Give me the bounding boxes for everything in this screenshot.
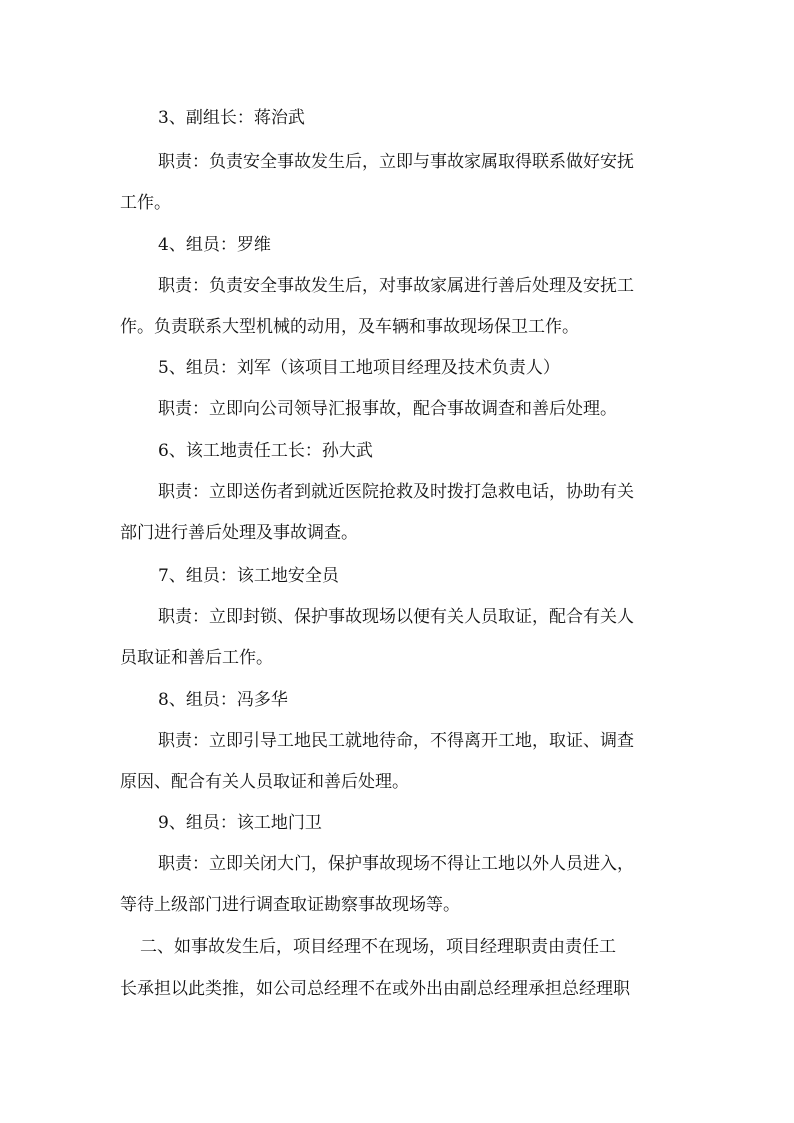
paragraph-line: 作。负责联系大型机械的动用，及车辆和事故现场保卫工作。 [120,317,579,337]
paragraph-line: 长承担以此类推，如公司总经理不在或外出由副总经理承担总经理职 [120,979,630,999]
heading-member-7: 7、组员：该工地安全员 [158,566,339,586]
paragraph-line: 职责：立即送伤者到就近医院抢救及时拨打急救电话，协助有关 [158,482,634,502]
heading-deputy-leader: 3、副组长：蒋治武 [158,108,305,128]
paragraph-line: 职责：立即引导工地民工就地待命，不得离开工地，取证、调查 [158,731,634,751]
paragraph-line: 职责：负责安全事故发生后，对事故家属进行善后处理及安抚工 [158,276,634,296]
paragraph-line: 工作。 [120,193,171,213]
paragraph-line: 等待上级部门进行调查取证勘察事故现场等。 [120,895,460,915]
paragraph-line: 员取证和善后工作。 [120,648,273,668]
heading-member-5: 5、组员：刘军（该项目工地项目经理及技术负责人） [158,358,560,378]
heading-member-4: 4、组员：罗维 [158,235,271,255]
paragraph-line: 原因、配合有关人员取证和善后处理。 [120,772,409,792]
paragraph-line: 职责：立即向公司领导汇报事故，配合事故调查和善后处理。 [158,399,617,419]
heading-member-8: 8、组员：冯多华 [158,690,288,710]
paragraph-line: 职责：负责安全事故发生后，立即与事故家属取得联系做好安抚 [158,152,634,172]
paragraph-line: 职责：立即关闭大门，保护事故现场不得让工地以外人员进入， [158,854,634,874]
heading-foreman: 6、该工地责任工长：孙大武 [158,441,373,461]
paragraph-line: 部门进行善后处理及事故调查。 [120,523,358,543]
section-two-paragraph: 二、如事故发生后，项目经理不在现场，项目经理职责由责任工 [140,937,616,957]
paragraph-line: 职责：立即封锁、保护事故现场以便有关人员取证，配合有关人 [158,607,634,627]
heading-member-9: 9、组员：该工地门卫 [158,813,322,833]
